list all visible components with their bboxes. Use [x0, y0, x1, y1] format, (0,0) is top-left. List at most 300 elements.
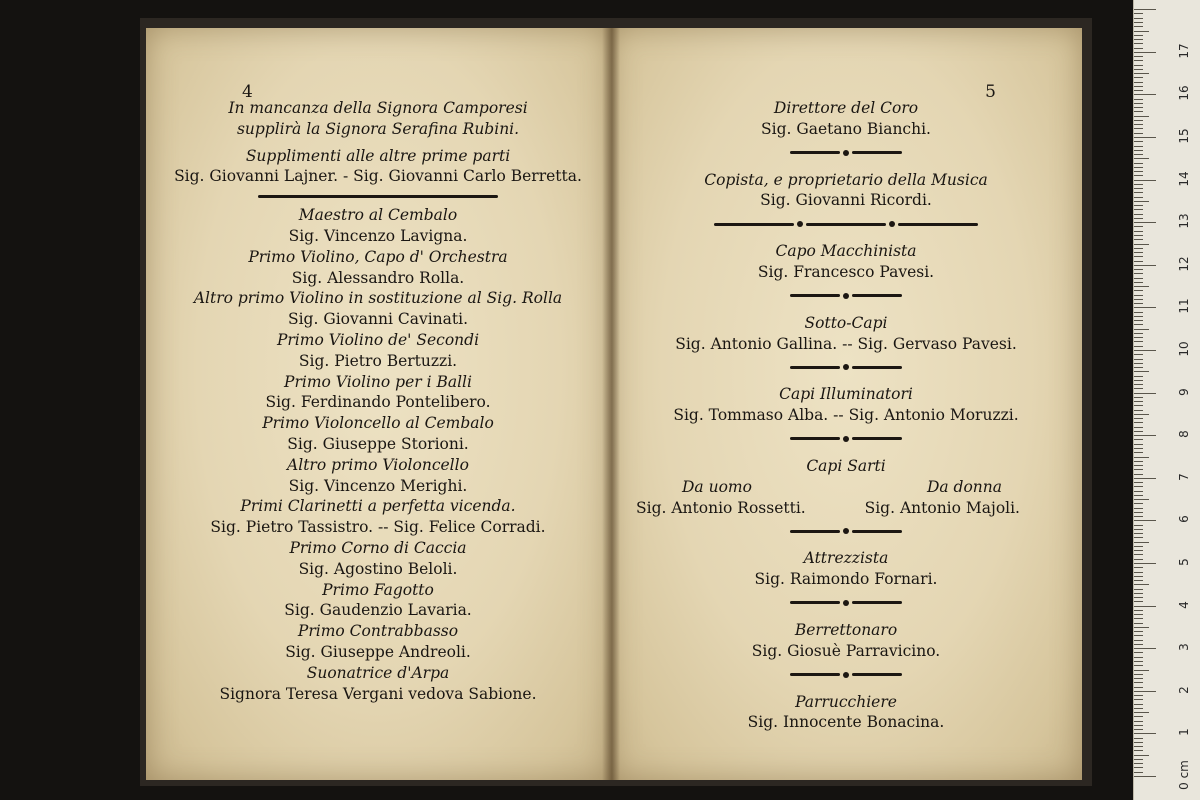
- ornamental-rule: [610, 289, 1082, 303]
- ruler-tick: [1134, 422, 1143, 423]
- ruler-tick: [1134, 610, 1143, 611]
- role-heading: In mancanza della Signora Camporesi: [228, 99, 528, 117]
- ruler-tick: [1134, 163, 1143, 164]
- ruler-tick: [1134, 171, 1143, 172]
- ruler-tick: [1134, 431, 1143, 432]
- ruler-tick: [1134, 371, 1149, 372]
- ruler-tick: [1134, 265, 1156, 266]
- ruler-tick: [1134, 554, 1143, 555]
- ruler-tick: [1134, 346, 1143, 347]
- ruler-tick: [1134, 746, 1143, 747]
- ruler-tick: [1134, 665, 1143, 666]
- ruler-number: 2: [1177, 685, 1191, 694]
- ruler-number: 13: [1177, 213, 1191, 229]
- ruler-tick: [1134, 329, 1149, 330]
- ruler-tick: [1134, 738, 1143, 739]
- rule-dot: [843, 150, 849, 156]
- staff-block: [610, 620, 1082, 662]
- ruler-number: 8: [1177, 430, 1191, 439]
- staff-block: [610, 98, 1082, 140]
- subheading-left: Da uomo: [682, 477, 752, 496]
- rule-bar: [852, 437, 902, 440]
- ruler-number: 12: [1177, 256, 1191, 272]
- ruler-tick: [1134, 154, 1143, 155]
- ruler-tick: [1134, 750, 1143, 751]
- ruler-tick: [1134, 448, 1143, 449]
- ruler-number: 7: [1177, 472, 1191, 481]
- ruler-tick: [1134, 661, 1143, 662]
- ruler-tick: [1134, 278, 1143, 279]
- right-page: [610, 28, 1082, 780]
- ruler-tick: [1134, 22, 1143, 23]
- ruler-tick: [1134, 516, 1143, 517]
- ruler-tick: [1134, 465, 1143, 466]
- rule-dot: [843, 364, 849, 370]
- ruler-tick: [1134, 712, 1149, 713]
- page-number: 5: [985, 82, 996, 102]
- ruler-tick: [1134, 687, 1143, 688]
- ruler-tick: [1134, 563, 1156, 564]
- ruler-tick: [1134, 678, 1143, 679]
- ruler-tick: [1134, 670, 1149, 671]
- ruler-tick: [1134, 252, 1143, 253]
- role-heading: Sotto-Capi: [804, 313, 888, 332]
- ruler-tick: [1134, 180, 1156, 181]
- ornamental-rule: [610, 146, 1082, 160]
- role-heading: Primo Violino per i Balli: [284, 372, 472, 391]
- ruler-tick: [1134, 99, 1143, 100]
- ruler-tick: [1134, 623, 1143, 624]
- ruler-tick: [1134, 537, 1143, 538]
- ruler-tick: [1134, 474, 1143, 475]
- ruler-tick: [1134, 388, 1143, 389]
- rule-bar: [714, 223, 794, 226]
- left-page-text: [146, 98, 610, 704]
- name-line: Sig. Gaetano Bianchi.: [761, 119, 931, 138]
- ruler-tick: [1134, 146, 1143, 147]
- name-line: Sig. Giuseppe Storioni.: [287, 434, 469, 453]
- ruler-tick: [1134, 380, 1143, 381]
- role-heading: Supplimenti alle altre prime parti: [245, 146, 511, 165]
- ruler-tick: [1134, 652, 1143, 653]
- ruler-tick: [1134, 218, 1143, 219]
- subheading-right: Da donna: [926, 477, 1002, 496]
- ruler-tick: [1134, 486, 1143, 487]
- ruler-tick: [1134, 133, 1143, 134]
- ruler-tick: [1134, 772, 1143, 773]
- ruler-tick: [1134, 226, 1143, 227]
- name-line: Sig. Agostino Beloli.: [298, 559, 458, 578]
- staff-block: [610, 170, 1082, 212]
- ruler-tick: [1134, 184, 1143, 185]
- role-heading: Primo Corno di Caccia: [289, 538, 467, 557]
- ruler-tick: [1134, 52, 1156, 53]
- ruler-number: 1: [1177, 728, 1191, 737]
- ruler-tick: [1134, 231, 1143, 232]
- ruler-tick: [1134, 631, 1143, 632]
- ruler-tick: [1134, 303, 1143, 304]
- ruler-tick: [1134, 197, 1143, 198]
- name-left: Sig. Antonio Rossetti.: [636, 498, 806, 517]
- ruler-tick: [1134, 482, 1143, 483]
- ruler-tick: [1134, 9, 1156, 10]
- rule-dot: [843, 528, 849, 534]
- ruler-tick: [1134, 244, 1149, 245]
- ruler-number: 6: [1177, 515, 1191, 524]
- ruler-tick: [1134, 65, 1143, 66]
- name-line: Sig. Giuseppe Andreoli.: [285, 642, 471, 661]
- ruler-tick: [1134, 533, 1143, 534]
- ruler-tick: [1134, 13, 1143, 14]
- ruler-tick: [1134, 82, 1143, 83]
- ruler-tick: [1134, 56, 1143, 57]
- ruler-tick: [1134, 320, 1143, 321]
- ruler-tick: [1134, 150, 1143, 151]
- ruler-tick: [1134, 495, 1143, 496]
- ruler-tick: [1134, 503, 1143, 504]
- role-heading: Primo Fagotto: [322, 580, 434, 599]
- ornamental-rule: [610, 668, 1082, 682]
- ruler-tick: [1134, 767, 1143, 768]
- ruler-tick: [1134, 410, 1143, 411]
- ruler-tick: [1134, 682, 1143, 683]
- role-heading: Capi Sarti: [806, 456, 886, 475]
- ruler-tick: [1134, 721, 1143, 722]
- rule-bar: [898, 223, 978, 226]
- ruler-tick: [1134, 589, 1143, 590]
- ruler-tick: [1134, 512, 1143, 513]
- ruler-tick: [1134, 188, 1143, 189]
- name-line: Sig. Giovanni Lajner. - Sig. Giovanni Carlo Berretta.: [174, 167, 582, 186]
- role-heading: Maestro al Cembalo: [298, 206, 458, 225]
- open-book: [140, 18, 1092, 786]
- staff-block: [610, 241, 1082, 283]
- ruler-tick: [1134, 725, 1143, 726]
- ruler-tick: [1134, 708, 1143, 709]
- rule-bar: [258, 195, 498, 198]
- ruler-tick: [1134, 175, 1143, 176]
- ruler-tick: [1134, 333, 1143, 334]
- ruler-tick: [1134, 576, 1143, 577]
- staff-block: [610, 384, 1082, 426]
- role-heading: Altro primo Violoncello: [287, 455, 469, 474]
- ruler-tick: [1134, 457, 1149, 458]
- ruler-tick: [1134, 312, 1143, 313]
- ruler-number: 5: [1177, 558, 1191, 566]
- ruler-tick: [1134, 627, 1149, 628]
- ruler-tick: [1134, 742, 1143, 743]
- role-heading: Capi Illuminatori: [779, 385, 913, 404]
- staff-block: [610, 692, 1082, 734]
- staff-block: [610, 456, 1082, 518]
- role-heading: Suonatrice d'Arpa: [306, 663, 450, 682]
- ruler-tick: [1134, 239, 1143, 240]
- role-heading: Primo Contrabbasso: [297, 622, 459, 641]
- name-line: Sig. Giovanni Ricordi.: [760, 191, 932, 210]
- rule-dot: [843, 672, 849, 678]
- ruler-tick: [1134, 359, 1143, 360]
- ornamental-rule: [610, 432, 1082, 446]
- measuring-ruler: [1133, 0, 1200, 800]
- ruler-tick: [1134, 614, 1143, 615]
- role-subheadings: [610, 477, 1082, 498]
- ruler-tick: [1134, 337, 1143, 338]
- ruler-tick: [1134, 414, 1149, 415]
- ruler-number: 15: [1177, 128, 1191, 144]
- ruler-number: 0 cm: [1177, 760, 1191, 790]
- ruler-tick: [1134, 546, 1143, 547]
- ruler-tick: [1134, 691, 1156, 692]
- ruler-tick: [1134, 469, 1143, 470]
- ruler-tick: [1134, 644, 1143, 645]
- ruler-tick: [1134, 43, 1143, 44]
- ruler-tick: [1134, 427, 1143, 428]
- role-heading: Copista, e proprietario della Musica: [704, 170, 988, 189]
- ruler-tick: [1134, 542, 1149, 543]
- name-line: Sig. Francesco Pavesi.: [757, 262, 935, 281]
- ruler-tick: [1134, 597, 1143, 598]
- rule-bar: [790, 151, 840, 154]
- ruler-tick: [1134, 405, 1143, 406]
- ruler-tick: [1134, 295, 1143, 296]
- ruler-tick: [1134, 235, 1143, 236]
- ruler-tick: [1134, 350, 1156, 351]
- ruler-tick: [1134, 452, 1143, 453]
- ruler-tick: [1134, 529, 1143, 530]
- ruler-tick: [1134, 478, 1156, 479]
- ornamental-rule: [610, 217, 1082, 231]
- ruler-number: 4: [1177, 600, 1191, 609]
- name-line: Sig. Tommaso Alba. -- Sig. Antonio Moruzzi.: [673, 406, 1019, 425]
- ruler-tick: [1134, 77, 1143, 78]
- ruler-tick: [1134, 397, 1143, 398]
- ruler-tick: [1134, 107, 1143, 108]
- ruler-tick: [1134, 26, 1143, 27]
- book-gutter: [602, 28, 620, 780]
- ruler-tick: [1134, 716, 1143, 717]
- ruler-tick: [1134, 141, 1143, 142]
- ruler-tick: [1134, 124, 1143, 125]
- role-heading: Primo Violoncello al Cembalo: [262, 414, 494, 433]
- ruler-tick: [1134, 444, 1143, 445]
- rule-dot: [797, 221, 803, 227]
- role-heading: Parrucchiere: [795, 692, 897, 711]
- name-line: Sig. Pietro Bertuzzi.: [298, 351, 458, 370]
- ornamental-rule: [610, 596, 1082, 610]
- name-line: Sig. Giosuè Parravicino.: [751, 641, 941, 660]
- role-heading: Berrettonaro: [794, 620, 898, 639]
- ruler-tick: [1134, 299, 1143, 300]
- ruler-tick: [1134, 733, 1156, 734]
- rule-dot: [843, 436, 849, 442]
- rule-bar: [790, 530, 840, 533]
- name-line: Sig. Alessandro Rolla.: [291, 268, 465, 287]
- ruler-tick: [1134, 461, 1143, 462]
- ruler-tick: [1134, 759, 1143, 760]
- staff-block: [610, 548, 1082, 590]
- rule-bar: [852, 294, 902, 297]
- ornamental-rule: [146, 189, 610, 203]
- role-heading: Direttore del Coro: [773, 99, 919, 117]
- ruler-number: 16: [1177, 85, 1191, 102]
- ruler-tick: [1134, 593, 1143, 594]
- rule-bar: [852, 151, 902, 154]
- ruler-tick: [1134, 640, 1143, 641]
- ruler-tick: [1134, 69, 1143, 70]
- ruler-tick: [1134, 90, 1143, 91]
- role-heading: Primo Violino de' Secondi: [276, 330, 480, 349]
- ruler-tick: [1134, 491, 1143, 492]
- ruler-tick: [1134, 60, 1143, 61]
- name-right: Sig. Antonio Majoli.: [864, 498, 1020, 517]
- role-heading: Altro primo Violino in sostituzione al Sig. Rolla: [193, 289, 563, 308]
- ruler-tick: [1134, 120, 1143, 121]
- ruler-tick: [1134, 363, 1143, 364]
- ruler-tick: [1134, 316, 1143, 317]
- ruler-tick: [1134, 324, 1143, 325]
- ruler-tick: [1134, 269, 1143, 270]
- ruler-tick: [1134, 384, 1143, 385]
- page-number: 4: [242, 82, 253, 102]
- ruler-tick: [1134, 695, 1143, 696]
- ruler-tick: [1134, 116, 1149, 117]
- name-line: Sig. Antonio Gallina. -- Sig. Gervaso Pavesi.: [675, 334, 1017, 353]
- ruler-number: 11: [1177, 298, 1191, 315]
- ruler-tick: [1134, 214, 1143, 215]
- ruler-tick: [1134, 18, 1143, 19]
- name-line: Signora Teresa Vergani vedova Sabione.: [219, 684, 537, 703]
- ruler-tick: [1134, 158, 1149, 159]
- role-heading: supplirà la Signora Serafina Rubini.: [236, 119, 520, 138]
- rule-dot: [889, 221, 895, 227]
- rule-bar: [790, 673, 840, 676]
- name-line: Sig. Gaudenzio Lavaria.: [284, 601, 472, 620]
- ruler-tick: [1134, 499, 1149, 500]
- ruler-tick: [1134, 776, 1156, 777]
- ruler-tick: [1134, 273, 1143, 274]
- ruler-tick: [1134, 674, 1143, 675]
- rule-bar: [806, 223, 886, 226]
- ruler-tick: [1134, 205, 1143, 206]
- ruler-tick: [1134, 201, 1149, 202]
- role-heading: Primi Clarinetti a perfetta vicenda.: [240, 497, 516, 516]
- ruler-number: 10: [1177, 341, 1191, 357]
- rule-bar: [852, 673, 902, 676]
- ruler-tick: [1134, 559, 1143, 560]
- ruler-tick: [1134, 167, 1143, 168]
- ruler-tick: [1134, 222, 1156, 223]
- name-line: Sig. Ferdinando Pontelibero.: [265, 393, 491, 412]
- ruler-tick: [1134, 341, 1143, 342]
- ruler-tick: [1134, 31, 1149, 32]
- ruler-tick: [1134, 261, 1143, 262]
- name-line: Sig. Vincenzo Lavigna.: [288, 226, 468, 245]
- name-line: Sig. Raimondo Fornari.: [754, 570, 938, 589]
- ruler-tick: [1134, 755, 1149, 756]
- ruler-tick: [1134, 520, 1156, 521]
- rule-bar: [852, 530, 902, 533]
- ruler-tick: [1134, 282, 1143, 283]
- ruler-tick: [1134, 657, 1143, 658]
- ruler-tick: [1134, 525, 1143, 526]
- name-line: Sig. Giovanni Cavinati.: [287, 310, 469, 329]
- ruler-tick: [1134, 618, 1143, 619]
- ruler-tick: [1134, 729, 1143, 730]
- rule-bar: [790, 366, 840, 369]
- rule-dot: [843, 600, 849, 606]
- left-page: [146, 28, 610, 780]
- rule-dot: [843, 293, 849, 299]
- ruler-tick: [1134, 580, 1143, 581]
- ruler-tick: [1134, 635, 1143, 636]
- staff-block: [610, 313, 1082, 355]
- ruler-tick: [1134, 567, 1143, 568]
- ruler-tick: [1134, 550, 1143, 551]
- ruler-number: 3: [1177, 643, 1191, 652]
- rule-bar: [790, 437, 840, 440]
- ruler-tick: [1134, 73, 1149, 74]
- ruler-tick: [1134, 307, 1156, 308]
- right-page-text: [610, 98, 1082, 737]
- ruler-tick: [1134, 418, 1143, 419]
- ruler-tick: [1134, 192, 1143, 193]
- ruler-tick: [1134, 648, 1156, 649]
- role-heading: Primo Violino, Capo d' Orchestra: [248, 247, 508, 266]
- role-heading: Capo Macchinista: [775, 242, 917, 261]
- rule-bar: [790, 601, 840, 604]
- ruler-tick: [1134, 508, 1143, 509]
- ruler-tick: [1134, 286, 1149, 287]
- name-line: Sig. Pietro Tassistro. -- Sig. Felice Corradi.: [210, 518, 546, 537]
- ruler-tick: [1134, 367, 1143, 368]
- ruler-tick: [1134, 290, 1143, 291]
- ruler-tick: [1134, 435, 1156, 436]
- ruler-tick: [1134, 439, 1143, 440]
- ruler-tick: [1134, 256, 1143, 257]
- ruler-tick: [1134, 248, 1143, 249]
- ornamental-rule: [610, 360, 1082, 374]
- ruler-tick: [1134, 354, 1143, 355]
- ruler-tick: [1134, 128, 1143, 129]
- ruler-tick: [1134, 209, 1143, 210]
- rule-bar: [790, 294, 840, 297]
- ruler-tick: [1134, 606, 1156, 607]
- ruler-tick: [1134, 94, 1156, 95]
- ruler-number: 9: [1177, 387, 1191, 396]
- ruler-tick: [1134, 699, 1143, 700]
- ruler-tick: [1134, 763, 1143, 764]
- rule-bar: [852, 601, 902, 604]
- ruler-tick: [1134, 376, 1143, 377]
- ruler-tick: [1134, 35, 1143, 36]
- ruler-number: 17: [1177, 43, 1191, 59]
- ruler-tick: [1134, 86, 1143, 87]
- role-heading: Attrezzista: [803, 549, 889, 568]
- ruler-tick: [1134, 584, 1149, 585]
- ruler-number: 14: [1177, 170, 1191, 187]
- ruler-tick: [1134, 39, 1143, 40]
- ruler-tick: [1134, 103, 1143, 104]
- ornamental-rule: [610, 524, 1082, 538]
- ruler-tick: [1134, 401, 1143, 402]
- rule-bar: [852, 366, 902, 369]
- name-line: Sig. Innocente Bonacina.: [747, 713, 945, 732]
- ruler-tick: [1134, 601, 1143, 602]
- ruler-tick: [1134, 393, 1156, 394]
- name-line: Sig. Vincenzo Merighi.: [288, 476, 468, 495]
- ruler-tick: [1134, 572, 1143, 573]
- ruler-tick: [1134, 48, 1143, 49]
